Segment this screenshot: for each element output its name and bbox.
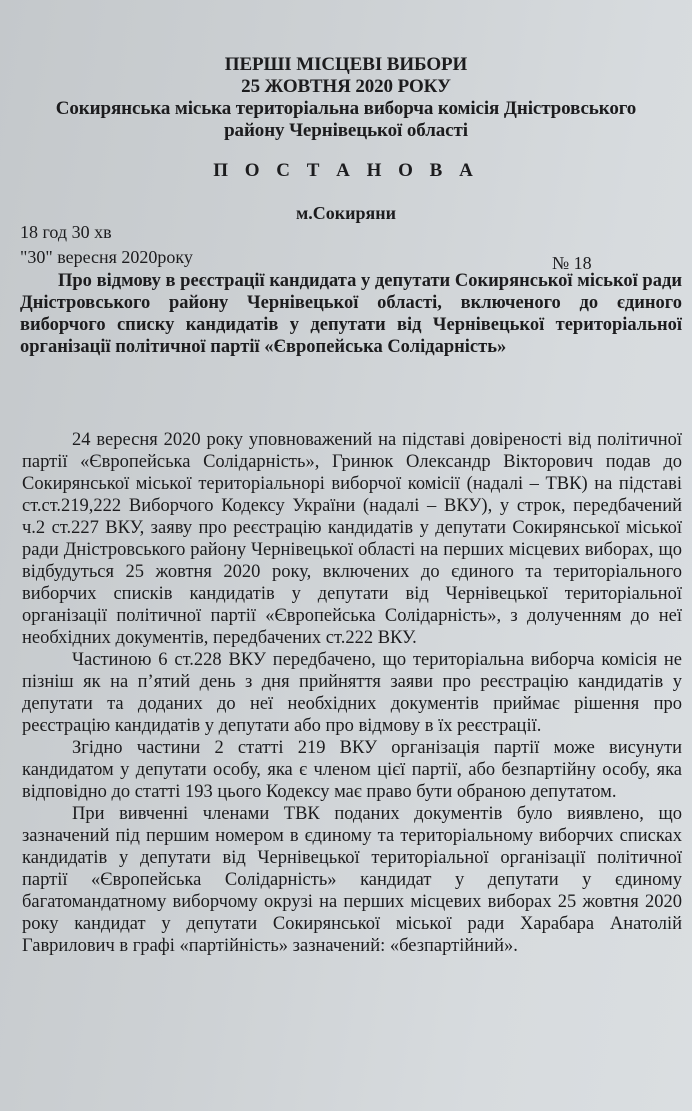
header-commission-name: Сокирянська міська територіальна виборча комісія Дністровського <box>55 98 637 119</box>
document-type-title: П О С Т А Н О В А <box>213 160 479 181</box>
document-subject: Про відмову в реєстрації кандидата у депутати Сокирянської міської ради Дністровського району Чернівецької області, включеного до єдиного виборчого списку кандидатів у депутати від Чернівецької територіальної організації політичної партії «Європейська Солідарність» <box>20 271 682 357</box>
header-election-date: 25 ЖОВТНЯ 2020 РОКУ <box>241 76 451 97</box>
document-number: № 18 <box>552 253 592 273</box>
header-region: району Чернівецької області <box>224 120 468 141</box>
body-paragraph: При вивченні членами ТВК поданих документів було виявлено, що зазначений під першим номером в єдиному та територіальному виборчих списках кандидатів у депутати від Чернівецької територіальної організації політичної партії «Європейська Солідарність» кандидат у депутати у єдиному багатомандатному виборчому окрузі на перших місцевих виборах 25 жовтня 2020 року кандидат у депутати Сокирянської міської ради Харабара Анатолій Гаврилович в графі «партійність» зазначений: «безпартійний». <box>22 804 682 956</box>
document-city: м.Сокиряни <box>296 203 396 223</box>
body-paragraph: Згідно частини 2 статті 219 ВКУ організація партії може висунути кандидатом у депутати особу, яка є членом цієї партії, або безпартійну особу, яка відповідно до статті 193 цього Кодексу має право бути обраною депутатом. <box>22 738 682 802</box>
body-paragraph: Частиною 6 ст.228 ВКУ передбачено, що територіальна виборча комісія не пізніш як на п’ятий день з дня прийняття заяви про реєстрацію кандидатів у депутати та доданих до неї необхідних документів приймає рішення про реєстрацію кандидатів у депутати або про відмову в їх реєстрації. <box>22 650 682 736</box>
document-body <box>22 429 682 957</box>
document-date: "30" вересня 2020року <box>20 247 193 267</box>
body-paragraph: 24 вересня 2020 року уповноважений на підставі довіреності від політичної партії «Європейська Солідарність», Гринюк Олександр Вікторович подав до Сокирянської міської територіальнорі виборчої комісії (надалі – ТВК) на підставі ст.ст.219,222 Виборчого Кодексу України (надалі – ВКУ), у строк, передбачений ч.2 ст.227 ВКУ, заяву про реєстрацію кандидатів у депутати Сокирянської міської ради Дністровського району Чернівецької області на перших місцевих виборах, що відбудуться 25 жовтня 2020 року, включених до єдиного та територіального виборчих списків кандидатів у депутати від Чернівецької територіальної організації політичної партії «Європейська Солідарність», з долученням до неї необхідних документів, передбачених ст.222 ВКУ. <box>22 430 682 648</box>
document-time: 18 год 30 хв <box>20 222 112 242</box>
header-elections-title: ПЕРШІ МІСЦЕВІ ВИБОРИ <box>224 54 468 75</box>
